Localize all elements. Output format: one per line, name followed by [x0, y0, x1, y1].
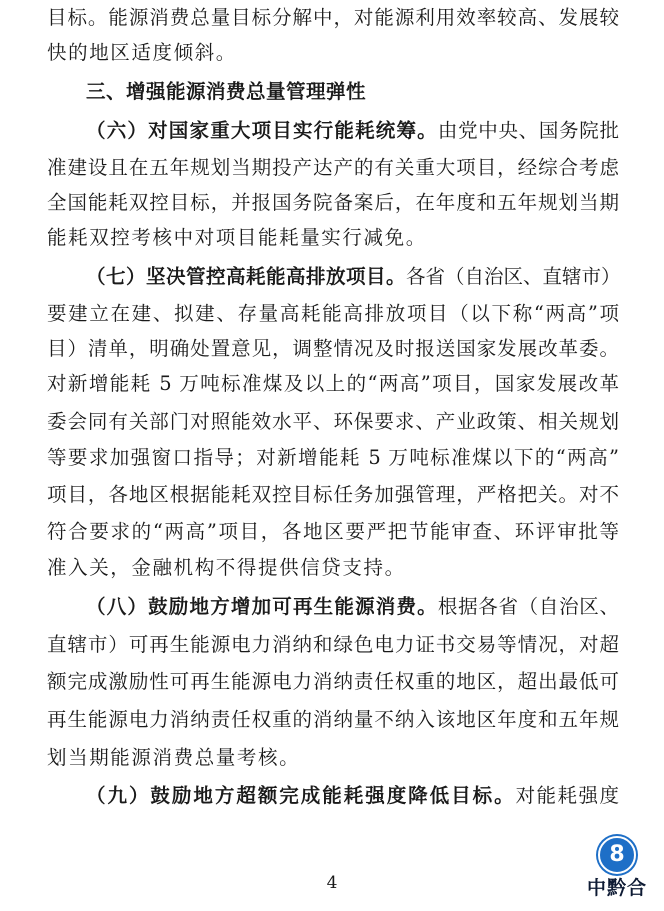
- page-number: 4: [326, 873, 338, 893]
- body-text-line: 划当期能源消费总量考核。: [47, 746, 301, 769]
- section-heading: 三、增强能源消费总量管理弹性: [86, 80, 367, 103]
- body-text-line: 准建设且在五年规划当期投产达产的有关重大项目，经综合考虑: [47, 156, 619, 179]
- paragraph-first-line: [86, 595, 619, 619]
- body-text-line: 能耗双控考核中对项目能耗量实行减免。: [47, 226, 427, 249]
- body-text-line: 再生能源电力消纳责任权重的消纳量不纳入该地区年度和五年规: [47, 708, 619, 731]
- body-text-line: 目）清单，明确处置意见，调整情况及时报送国家发展改革委。: [47, 337, 619, 360]
- body-text-line: 直辖市）可再生能源电力消纳和绿色电力证书交易等情况，对超: [47, 633, 619, 656]
- paragraph-lead-title: （六）对国家重大项目实行能耗统筹。: [86, 119, 438, 142]
- body-text-line: 符合要求的“两高”项目，各地区要严把节能审查、环评审批等: [47, 520, 619, 543]
- paragraph-first-line: [86, 265, 619, 289]
- paragraph-text: 由党中央、国务院批: [437, 119, 619, 142]
- logo-badge-icon: 8: [598, 836, 636, 874]
- body-text-line: 快的地区适度倾斜。: [47, 41, 237, 64]
- paragraph-first-line: [86, 784, 619, 808]
- paragraph-first-line: [86, 119, 619, 143]
- body-text-line: 对新增能耗 5 万吨标准煤及以上的“两高”项目，国家发展改革: [47, 372, 619, 395]
- body-text-line: 目标。能源消费总量目标分解中，对能源利用效率较高、发展较: [47, 6, 619, 29]
- brand-watermark-logo: [572, 836, 662, 910]
- paragraph-text: 对能耗强度: [515, 784, 619, 807]
- body-text-line: 等要求加强窗口指导；对新增能耗 5 万吨标准煤以下的“两高”: [47, 446, 619, 469]
- body-text-line: 全国能耗双控目标，并报国务院备案后，在年度和五年规划当期: [47, 191, 619, 214]
- paragraph-lead-title: （九）鼓励地方超额完成能耗强度降低目标。: [86, 784, 516, 807]
- paragraph-text: 各省（自治区、直辖市）: [406, 265, 621, 288]
- body-text-line: 准入关，金融机构不得提供信贷支持。: [47, 556, 406, 579]
- body-text-line: 额完成激励性可再生能源电力消纳责任权重的地区，超出最低可: [47, 670, 619, 693]
- body-text-line: 要建立在建、拟建、存量高耗能高排放项目（以下称“两高”项: [47, 302, 619, 325]
- paragraph-lead-title: （八）鼓励地方增加可再生能源消费。: [86, 595, 438, 618]
- body-text-line: 项目，各地区根据能耗双控目标任务加强管理，严格把关。对不: [47, 483, 619, 506]
- logo-brand-text: 中黔合: [586, 877, 647, 899]
- paragraph-text: 根据各省（自治区、: [437, 595, 619, 618]
- body-text-line: 委会同有关部门对照能效水平、环保要求、产业政策、相关规划: [47, 410, 619, 433]
- paragraph-lead-title: （七）坚决管控高耗能高排放项目。: [86, 265, 407, 288]
